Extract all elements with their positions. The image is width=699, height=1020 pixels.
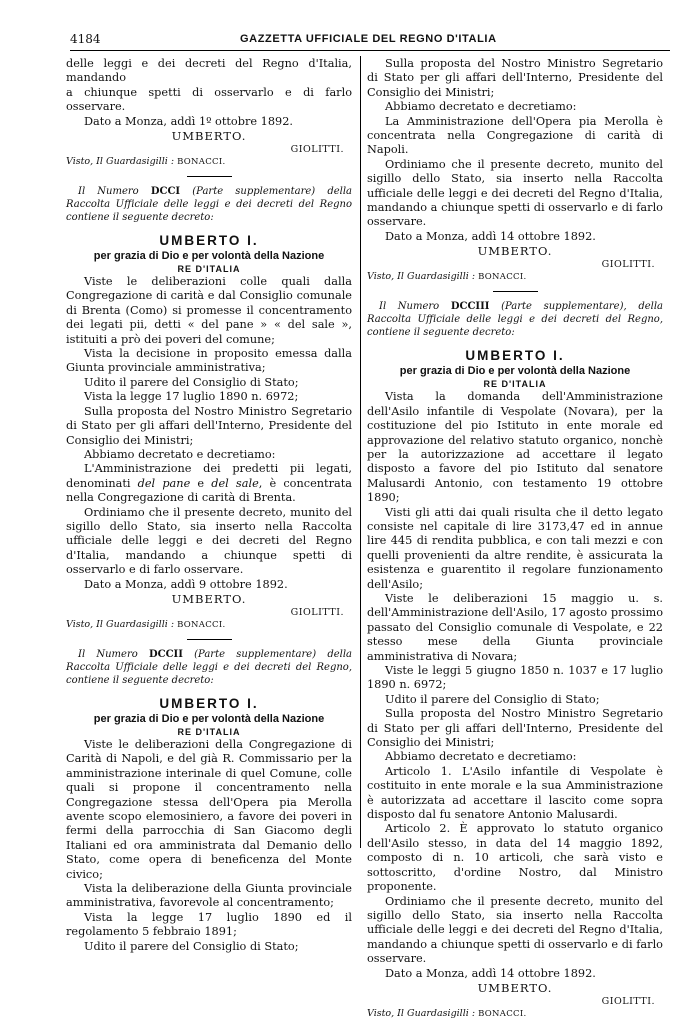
paragraph: Vista la legge 17 luglio 1890 ed il regolamento 5 febbraio 1891; [66,910,352,939]
signature-umberto: UMBERTO. [171,591,247,606]
section-separator [493,291,538,292]
signature-giolitti: GIOLITTI. [601,995,655,1007]
text-run: del sale [211,476,259,490]
paragraph: Viste le leggi 5 giugno 1850 n. 1037 e 17 luglio 1890 n. 6972; [367,664,663,692]
intro-text: Il Numero [78,186,139,198]
intro-text: Il Numero [78,648,138,660]
grace-formula: per grazia di Dio e per volontà della Nazione [93,712,325,725]
text-run: , è concentrata nella Congregazione di carità di Brenta. [66,476,352,505]
paragraph: Vista la decisione in proposito emessa dalla Giunta provinciale amministrativa; [66,347,352,375]
paragraph: Udito il parere del Consiglio di Stato; [385,692,600,706]
article-1: Articolo 1. L'Asilo infantile di Vespolate è costituito in ente morale e la sua Amministrazione è autorizzata ad accettare il lascito come sopra disposto dal fu senatore Antonio Malusardi. [367,764,663,822]
paragraph: Vista la legge 17 luglio 1890 n. 6972; [84,390,299,404]
visto-name: BONACCI. [478,1008,527,1019]
sovereign-title: UMBERTO I. [159,233,259,249]
section-separator [187,639,232,640]
intro-text: Il Numero [379,301,440,313]
paragraph: Abbiamo decretato e decretiamo: [385,100,577,114]
page-number: 4184 [70,32,101,46]
decree-intro [367,300,663,339]
dated-line: Dato a Monza, addì 1º ottobre 1892. [84,114,293,128]
text-run: e [197,476,205,490]
re-italia: RE D'ITALIA [483,379,547,390]
paragraph: Sulla proposta del Nostro Ministro Segretario di Stato per gli affari dell'Interno, Presidente del Consiglio dei Ministri; [367,707,663,750]
countersign [66,619,352,631]
article-2: Articolo 2. È approvato lo statuto organico dell'Asilo stesso, in data del 14 maggio 1892, composto di n. 10 articoli, che sarà visto e sottoscritto, d'ordine Nostro, dal Ministro proponente. [367,822,663,894]
paragraph: Sulla proposta del Nostro Ministro Segretario di Stato per gli affari dell'Interno, Presidente del Consiglio dei Ministri; [367,57,663,99]
signature-giolitti: GIOLITTI. [601,259,655,271]
page-header [70,32,670,48]
decree-number: DCCII [148,648,183,660]
paragraph: Ordiniamo che il presente decreto, munito del sigillo dello Stato, sia inserto nella Raccolta ufficiale delle leggi e dei decreti del Regno d'Italia, mandando a chiunque spetti di osservarlo e di farlo osservare. [66,505,352,577]
paragraph: Ordiniamo che il presente decreto, munito del sigillo dello Stato, sia inserto nella Raccolta ufficiale delle leggi e dei decreti del Regno d'Italia, mandando a chiunque spetti di osservarlo e di farlo osservare. [367,894,663,966]
paragraph: Ordiniamo che il presente decreto, munito del sigillo dello Stato, sia inserto nella Raccolta ufficiale delle leggi e dei decreti del Regno d'Italia, mandando a chiunque spetti di osservarlo e di farlo osservare. [367,157,663,229]
countersign [66,156,352,168]
signature-umberto: UMBERTO. [171,129,247,144]
gazette-title: GAZZETTA UFFICIALE DEL REGNO D'ITALIA [240,33,497,45]
visto-label: Visto, Il Guardasigilli : [367,1007,476,1019]
paragraph [66,462,352,505]
intro-text: (Parte supplementare) della Raccolta Ufficiale delle leggi e dei decreti del Regno contiene il seguente decreto: [66,186,353,224]
sovereign-title: UMBERTO I. [465,348,565,364]
right-column [367,57,663,1020]
paragraph: Viste le deliberazioni della Congregazione di Carità di Napoli, e del già R. Commissario per la amministrazione interinale di quel Comune, colle quali si propone il concentramento nella Congregazione stessa dell'Opera pia Merolla avente scopo elemosiniero, a favore dei poveri in fermi della parrocchia di San Giacomo degli Italiani ed ora amministrata dal Demanio dello Stato, come opera di beneficenza del Monte civico; [66,737,352,881]
signature-giolitti: GIOLITTI. [290,144,344,156]
visto-label: Visto, Il Guardasigilli : [367,271,476,283]
visto-name: BONACCI. [177,619,226,630]
text-run: L'Amministrazione dei predetti pii legati, denominati [66,462,352,490]
countersign [367,271,663,283]
countersign [367,1008,663,1020]
sovereign-title: UMBERTO I. [159,695,259,711]
paragraph: Vista la deliberazione della Giunta provinciale amministrativa, favorevole al concentramento; [66,882,352,910]
dated-line: Dato a Monza, addì 14 ottobre 1892. [385,229,596,243]
paragraph: Udito il parere del Consiglio di Stato; [84,375,299,389]
signature-umberto: UMBERTO. [477,980,553,995]
paragraph: Visti gli atti dai quali risulta che il detto legato consiste nel capitale di lire 3173,47 ed in annue lire 445 di rendita pubblica, e con tali mezzi e con quelli provenienti da altre rendite, è assicurata la esistenza e guarentito il regolare funzionamento dell'Asilo; [367,505,663,591]
signature-umberto: UMBERTO. [477,244,553,259]
left-column [66,57,352,954]
visto-name: BONACCI. [177,157,226,168]
decree-number: DCCI [150,186,181,198]
grace-formula: per grazia di Dio e per volontà della Nazione [93,250,325,263]
intro-text: (Parte supplementare) della Raccolta Ufficiale delle leggi e dei decreti del Regno, contiene il seguente decreto: [66,648,353,686]
paragraph: Udito il parere del Consiglio di Stato; [84,939,299,953]
visto-name: BONACCI. [478,272,527,283]
grace-formula: per grazia di Dio e per volontà della Nazione [399,365,631,378]
paragraph: Viste le deliberazioni 15 maggio u. s. dell'Amministrazione dell'Asilo, 17 agosto prossimo passato del Consiglio comunale di Vespolate, e 22 stesso mese della Giunta provinciale amministrativa di Novara; [367,591,663,663]
header-rule [70,50,670,51]
decree-number: DCCIII [450,301,490,313]
re-italia: RE D'ITALIA [177,726,241,737]
signature-giolitti: GIOLITTI. [290,606,344,618]
visto-label: Visto, Il Guardasigilli : [66,618,175,630]
decree-intro [66,648,352,687]
column-divider [360,56,361,848]
decree-intro [66,185,352,224]
dated-line: Dato a Monza, addì 9 ottobre 1892. [84,577,288,591]
paragraph: Abbiamo decretato e decretiamo: [385,750,577,764]
dated-line: Dato a Monza, addì 14 ottobre 1892. [385,966,596,980]
section-separator [187,176,232,177]
text-run: del pane [137,476,191,490]
paragraph: Viste le deliberazioni colle quali dalla Congregazione di carità e dal Consiglio comunale di Brenta (Como) si promesse il concentramento dei legati pii, detti « del pane » « del sale », istituiti a prò dei poveri del comune; [66,275,352,346]
visto-label: Visto, Il Guardasigilli : [66,156,175,168]
cont-line: a chiunque spetti di osservarlo e di farlo osservare. [66,85,352,114]
paragraph: Abbiamo decretato e decretiamo: [84,447,276,461]
paragraph: Sulla proposta del Nostro Ministro Segretario di Stato per gli affari dell'Interno, Presidente del Consiglio dei Ministri; [66,404,352,447]
paragraph: La Amministrazione dell'Opera pia Merolla è concentrata nella Congregazione di carità di Napoli. [367,114,663,157]
intro-text: (Parte supplementare), della Raccolta Ufficiale delle leggi e dei decreti del Regno, contiene il seguente decreto: [367,301,663,339]
paragraph: Vista la domanda dell'Amministrazione dell'Asilo infantile di Vespolate (Novara), per la costituzione del pio Istituto in ente morale ed approvazione del relativo statuto organico, nonchè per la autorizzazione ad accettare il legato disposto a favore del pio Istituto dal senatore Malusardi Antonio, con testamento 19 ottobre 1890; [367,390,663,505]
re-italia: RE D'ITALIA [177,264,241,275]
cont-line: delle leggi e dei decreti del Regno d'Italia, mandando [66,57,352,85]
